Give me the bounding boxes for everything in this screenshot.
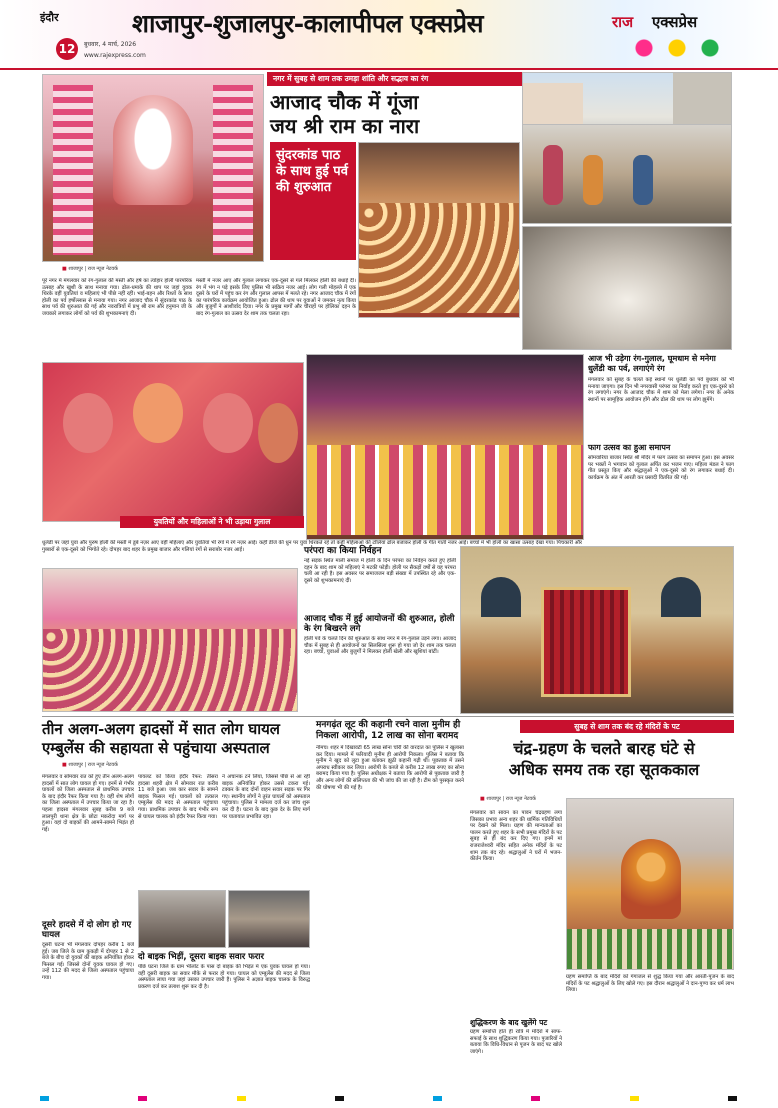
- women-group-photo: [306, 354, 584, 540]
- lead-headline-line2: जय श्री राम का नारा: [270, 114, 420, 138]
- accident-body-col1: मंगलवार व सोमवार रात को हुए तीन अलग-अलग हादसों में सात लोग घायल हो गए। इनमें से गंभीर घायलों को जिला अस्पताल से प्राथमिक उपचार के बाद इंदौर रैफर किया गया है। वहीं शेष लोगों का जिला अस्पताल में उपचार किया जा रहा है। पहला हादसा मंगलवार सुबह करीब 9 बजे लालपुरी थाना क्षेत्र के छोटा मकरोदा मार्ग पर हुआ। यहां दो बाइकों की आमने-सामने भिड़ंत हो गई।: [42, 774, 134, 833]
- brand-logo: [612, 6, 742, 62]
- brand-raj: राज: [612, 13, 634, 31]
- lead-headline: [270, 90, 526, 138]
- accident-headline: [42, 720, 310, 758]
- theft-body: नीमच। शहर में दिखावटी 65 लाख सोना चोरी की वारदात का पुलिस ने खुलासा कर दिया। मामले में फरियादी मुनीम ही आरोपी निकला। पुलिस ने बताया कि मुनीम ने खुद को लुटा हुआ बताकर झूठी कहानी गढ़ी थी। पूछताछ में उसने अपराध स्वीकार कर लिया। आरोपी के कब्जे से करीब 12 लाख रुपए का सोना बरामद किया गया है। पुलिस अधीक्षक ने बताया कि आरोपी से पूछताछ जारी है और अन्य लोगों की संलिप्तता की भी जांच की जा रही है। टीम को पुरस्कृत करने की घोषणा भी की गई है।: [316, 745, 464, 791]
- fire-story-body: मंगलवार को सुबह के चलते कई स्थानों पर धुलेंडी का पर्व बुधवार को भी मनाया जाएगा। इस दिन भी नगरवासी परंपरा का निर्वाह करते हुए एक-दूसरे को रंग लगाएंगे। नगर के आजाद चौक में शाम को मेला लगेगा। नगर के अनेक स्थानों पर सामूहिक आयोजन होंगे और ढोल की थाप पर लोग झूमेंगे।: [588, 377, 734, 403]
- lead-headline-line1: आजाद चौक में गूंजा: [270, 90, 419, 114]
- accident-sub2-body: पीछे घटना जिले के ग्राम भीलोट के पास दो बाइक की भिड़ंत में एक युवक घायल हो गया। वहीं दूसरी बाइक का सवार मौके से फरार हो गया। घायल को एम्बुलेंस की मदद से जिला अस्पताल लाया गया जहां उसका उपचार जारी है। पुलिस ने अज्ञात बाइक चालक के विरुद्ध प्रकरण दर्ज कर तलाश शुरू कर दी है।: [138, 964, 310, 990]
- eclipse-body: मंगलवार को सावन का पावन चंद्रग्रहण लगा जिसका प्रभाव अन्य शहर की धार्मिक गतिविधियों पर देखने को मिला। ग्रहण की मान्यताओं का पालन करते हुए शहर के सभी प्रमुख मंदिरों के पट सुबह से ही बंद कर दिए गए। इनमें मां राजराजेश्वरी मंदिर सहित अनेक मंदिरों के पट शाम तक बंद रहे। श्रद्धालुओं ने घरों में भजन-कीर्तन किया।: [470, 810, 562, 863]
- men-gulal-photo: [42, 362, 304, 522]
- masthead-title: शाजापुर-शुजालपुर-कालापीपल एक्सप्रेस: [132, 9, 484, 38]
- lead-side-head: [270, 142, 356, 260]
- holika-ash-photo: [522, 226, 732, 350]
- accident-byline-wrap: ■ शाजापुर | राज न्यूज नेटवर्क: [62, 762, 119, 768]
- reg-mark: [40, 1096, 49, 1101]
- reg-mark: [728, 1096, 737, 1101]
- reg-mark: [531, 1096, 540, 1101]
- masthead-website[interactable]: www.rajexpress.com: [84, 52, 146, 59]
- eclipse-headline-line2: अधिक समय तक रहा सूतककाल: [508, 760, 700, 779]
- tradition-story: [304, 546, 456, 714]
- accident-body-col3: ने अचानक टर्न लिया, जिससे पीछे से आ रही बाइक अनियंत्रित होकर उससे टकरा गई। टक्कर के बाद दोनों वाहन सवार सड़क पर गिर गए। स्थानीय लोगों ने तुरंत घायलों को अस्पताल पहुंचाया। पुलिस ने मामला दर्ज कर जांच शुरू कर दी है। घटना के बाद कुछ देर के लिए मार्ग पर यातायात प्रभावित रहा।: [222, 774, 310, 820]
- crowd-dancing-photo: [42, 568, 298, 712]
- theft-story: [316, 720, 464, 1072]
- lead-side-head-text: सुंदरकांड पाठ के साथ हुई पर्व की शुरुआत: [276, 148, 348, 195]
- tradition-head1: परंपरा का किया निर्वहन: [304, 546, 382, 556]
- brand-express: एक्सप्रेस: [652, 13, 698, 31]
- reg-mark: [630, 1096, 639, 1101]
- eclipse-headline-line1: चंद्र-ग्रहण के चलते बारह घंटे से: [513, 739, 695, 758]
- accident-sub2: [138, 952, 310, 1070]
- tradition-body2: होली पर्व के चलते दिन की शुरुआत के साथ नगर में रंग-गुलाल उड़ने लगा। आजाद चौक में सुबह से ही आयोजनों का सिलसिला शुरू हो गया जो देर शाम तक चलता रहा। बच्चों, युवाओं और बुजुर्गों ने मिलकर होली खेली और खुशियां बांटीं।: [304, 636, 456, 656]
- accident-sub1-head: दूसरे हादसे में दो लोग हो गए घायल: [42, 920, 132, 940]
- page-number: 12: [58, 42, 76, 56]
- accident-sub1: [42, 920, 134, 1070]
- eclipse-banner: [520, 720, 734, 733]
- accident-byline: शाजापुर | राज न्यूज नेटवर्क: [68, 762, 119, 768]
- idol-shrine-photo: [566, 798, 734, 970]
- lead-body-col1: पूरे नगर में मंगलवार को रंग-गुलाल की मस्ती और हर्ष का त्योहार होली पारंपरिक उत्साह और खुशी के साथ मनाया गया। ढोल-धमाके की थाप पर जहां युवक थिरके वहीं युवतियां व महिलाएं भी पीछे नहीं रहीं। भाई-बहन और रिश्तों के साथ होली का पर्व हर्षोल्लास से मनाया गया। नगर आजाद चौक में सुंदरकांड पाठ के साथ पर्व की शुरुआत की गई और नवरात्रियों में प्रभु श्री राम और हनुमान जी के जयकारे लगाकर लोगों को पर्व की शुभकामनाएं दीं।: [42, 278, 192, 317]
- lead-body-col2: मस्ती में नजर आए और गुलाल लगाकर एक-दूसरे से गले मिलकर होली की बधाई दी। रंग में भंग न पड़े इसके लिए पुलिस भी सक्रिय नजर आई। लोग गली मोहल्ले में एक दूसरे के घरों में पहुंच कर रंग और गुलाल आपस में मलते रहे। नगर आजाद चौक में रंगों का पारंपरिक कार्यक्रम आयोजित हुआ। ढोल की थाप पर युवाओं ने जमकर नृत्य किया और बुजुर्गों ने आशीर्वाद दिया। नगर के प्रमुख मार्गों और चौराहों पर होलिका दहन के बाद रंग-गुलाल का उत्सव देर शाम तक चलता रहा।: [196, 278, 356, 317]
- eclipse-headline: [472, 738, 736, 780]
- accident-sub2-head: दो बाइक भिड़ीं, दूसरा बाइक सवार फरार: [138, 952, 264, 962]
- accident-sub1-body: दूसरी घटना भी मंगलवार दोपहर करीब 1 बजे हुई। जब जिले के ग्राम कुकड़ी में दोपहर 1 से 2 बजे के बीच दो युवकों की बाइक अनियंत्रित होकर फिसल गई। जिससे दोनों युवक घायल हो गए। उन्हें 112 की मदद से जिला अस्पताल पहुंचाया गया।: [42, 942, 134, 981]
- tradition-head2: आजाद चौक में हुई आयोजनों की शुरुआत, होली के रंग बिखरने लगे: [304, 614, 455, 634]
- fire-story-headline: आज भी उड़ेगा रंग-गुलाल, घूमधाम से मनेगा धुलेंडी का पर्व, लगाएंगे रंग: [588, 354, 716, 373]
- section-divider: [42, 716, 734, 717]
- top-banner: [267, 72, 535, 86]
- gulal-caption-box: [120, 516, 304, 528]
- fire-story: [588, 354, 734, 540]
- reg-mark: [433, 1096, 442, 1101]
- eclipse-banner-text: सुबह से शाम तक बंद रहे मंदिरों के पट: [574, 722, 680, 731]
- temple-idol-photo: [42, 74, 264, 262]
- lead-photo-caption: ■ शाजापुर | राज न्यूज नेटवर्क: [62, 266, 119, 272]
- accident-headline-line1: तीन अलग-अलग हादसों में सात लोग घायल: [42, 720, 280, 738]
- eclipse-sub-head: शुद्धिकरण के बाद खुलेंगे पट: [470, 1018, 548, 1027]
- eclipse-byline: शाजापुर | राज न्यूज नेटवर्क: [486, 796, 537, 802]
- accident-photo-2: [228, 890, 310, 948]
- fire-story-subhead: फाग उत्सव का हुआ समापन: [588, 443, 671, 452]
- masthead-date: बुधवार, 4 मार्च, 2026: [84, 41, 137, 48]
- tradition-body1: नई सड़क स्थित माली समाज में होली के दिन परंपरा का निर्वहन करते हुए होली दहन के बाद शाम को महिलाएं ने मटकी फोड़ी। होली पर सैकड़ों वर्षों से यह परंपरा चली आ रही है। इस अवसर पर समाजजन बड़ी संख्या में उपस्थित रहे और एक-दूसरे को शुभकामनाएं दीं।: [304, 558, 456, 584]
- accident-headline-line2: एम्बुलेंस की सहायता से पहुंचाया अस्पताल: [42, 739, 270, 757]
- top-banner-text: नगर में सुबह से शाम तक उमड़ा शांति और सद्भाव का रंग: [273, 74, 429, 83]
- lead-byline: शाजापुर | राज न्यूज नेटवर्क: [68, 266, 119, 272]
- registration-marks: [40, 1096, 740, 1102]
- page-number-badge: [56, 38, 78, 60]
- reg-mark: [335, 1096, 344, 1101]
- city-label: इंदौर: [40, 11, 59, 24]
- people-holika-photo: [522, 124, 732, 224]
- theft-headline: मनगढ़ंत लूट की कहानी रचने वाला मुनीम ही निकला आरोपी, 12 लाख का सोना बरामद: [316, 720, 461, 741]
- eclipse-body-bottom: ग्रहण समाप्ति के बाद मंदिरों को गंगाजल से शुद्ध किया गया और आरती-पूजन के बाद मंदिरों के पट श्रद्धालुओं के लिए खोले गए। इस दौरान श्रद्धालुओं ने दान-पुण्य कर धर्म लाभ लिया।: [566, 974, 734, 994]
- eclipse-byline-wrap: ■ शाजापुर | राज न्यूज नेटवर्क: [480, 796, 537, 802]
- color-splash-icon: [622, 36, 732, 60]
- wide-body-text: धुलेंडी पर जहां युवा और पुरुष होली की मस्ती में डूबे नज़र आए वहीं महिलाएं और युवतियां भी रंगों में रंगे नज़र आईं। कहीं डीजे की धुन पर युवा थिरकते रहे तो कहीं महिलाओं की टोलियां ढोल बजाकर होली के गीत गाती नजर आईं। बच्चों में भी होली का खासा उत्साह देखा गया। पिचकारी और गुब्बारों से एक-दूसरे को भिगोते रहे। दोपहर बाद शहर के प्रमुख बाजार और गलियां रंगों से सराबोर नजर आईं।: [42, 540, 582, 553]
- sundarkand-crowd-photo: [358, 142, 520, 318]
- accident-photo-1: [138, 890, 226, 948]
- reg-mark: [138, 1096, 147, 1101]
- eclipse-sub: [470, 1018, 562, 1072]
- accident-body-col2: पायलट को किया इंदौर रैफर: तीसरा हादसा शहरी क्षेत्र में सोमवार रात करीब 11 बजे हुआ। जब कार सवार के सामने बाइक फिसल गई। घायलों को तत्काल एम्बुलेंस की मदद से अस्पताल पहुंचाया गया। प्राथमिक उपचार के बाद गंभीर रूप से घायल चालक को इंदौर रैफर किया गया।: [138, 774, 218, 820]
- fire-story-subbody: सोमवारिया बाजार स्थित श्री मंदिर में फाग उत्सव का समापन हुआ। इस अवसर पर भक्तों ने भगवान को गुलाल अर्पित कर भजन गाए। महिला मंडल ने फाग गीत प्रस्तुत किए और श्रद्धालुओं ने एक-दूसरे को रंग लगाकर बधाई दी। कार्यक्रम के अंत में आरती कर प्रसादी वितरित की गई।: [588, 455, 734, 481]
- reg-mark: [237, 1096, 246, 1101]
- eclipse-sub-body: ग्रहण समाप्ति होते ही रात्रि में मंदिरों में साफ-सफाई के साथ शुद्धिकरण किया गया। पुजारियों ने बताया कि विधि-विधान से पूजन के बाद पट खोले जाएंगे।: [470, 1029, 562, 1055]
- temple-gate-photo: [460, 546, 734, 714]
- masthead: [0, 0, 778, 70]
- gulal-caption: युवतियों और महिलाओं ने भी उड़ाया गुलाल: [153, 517, 271, 526]
